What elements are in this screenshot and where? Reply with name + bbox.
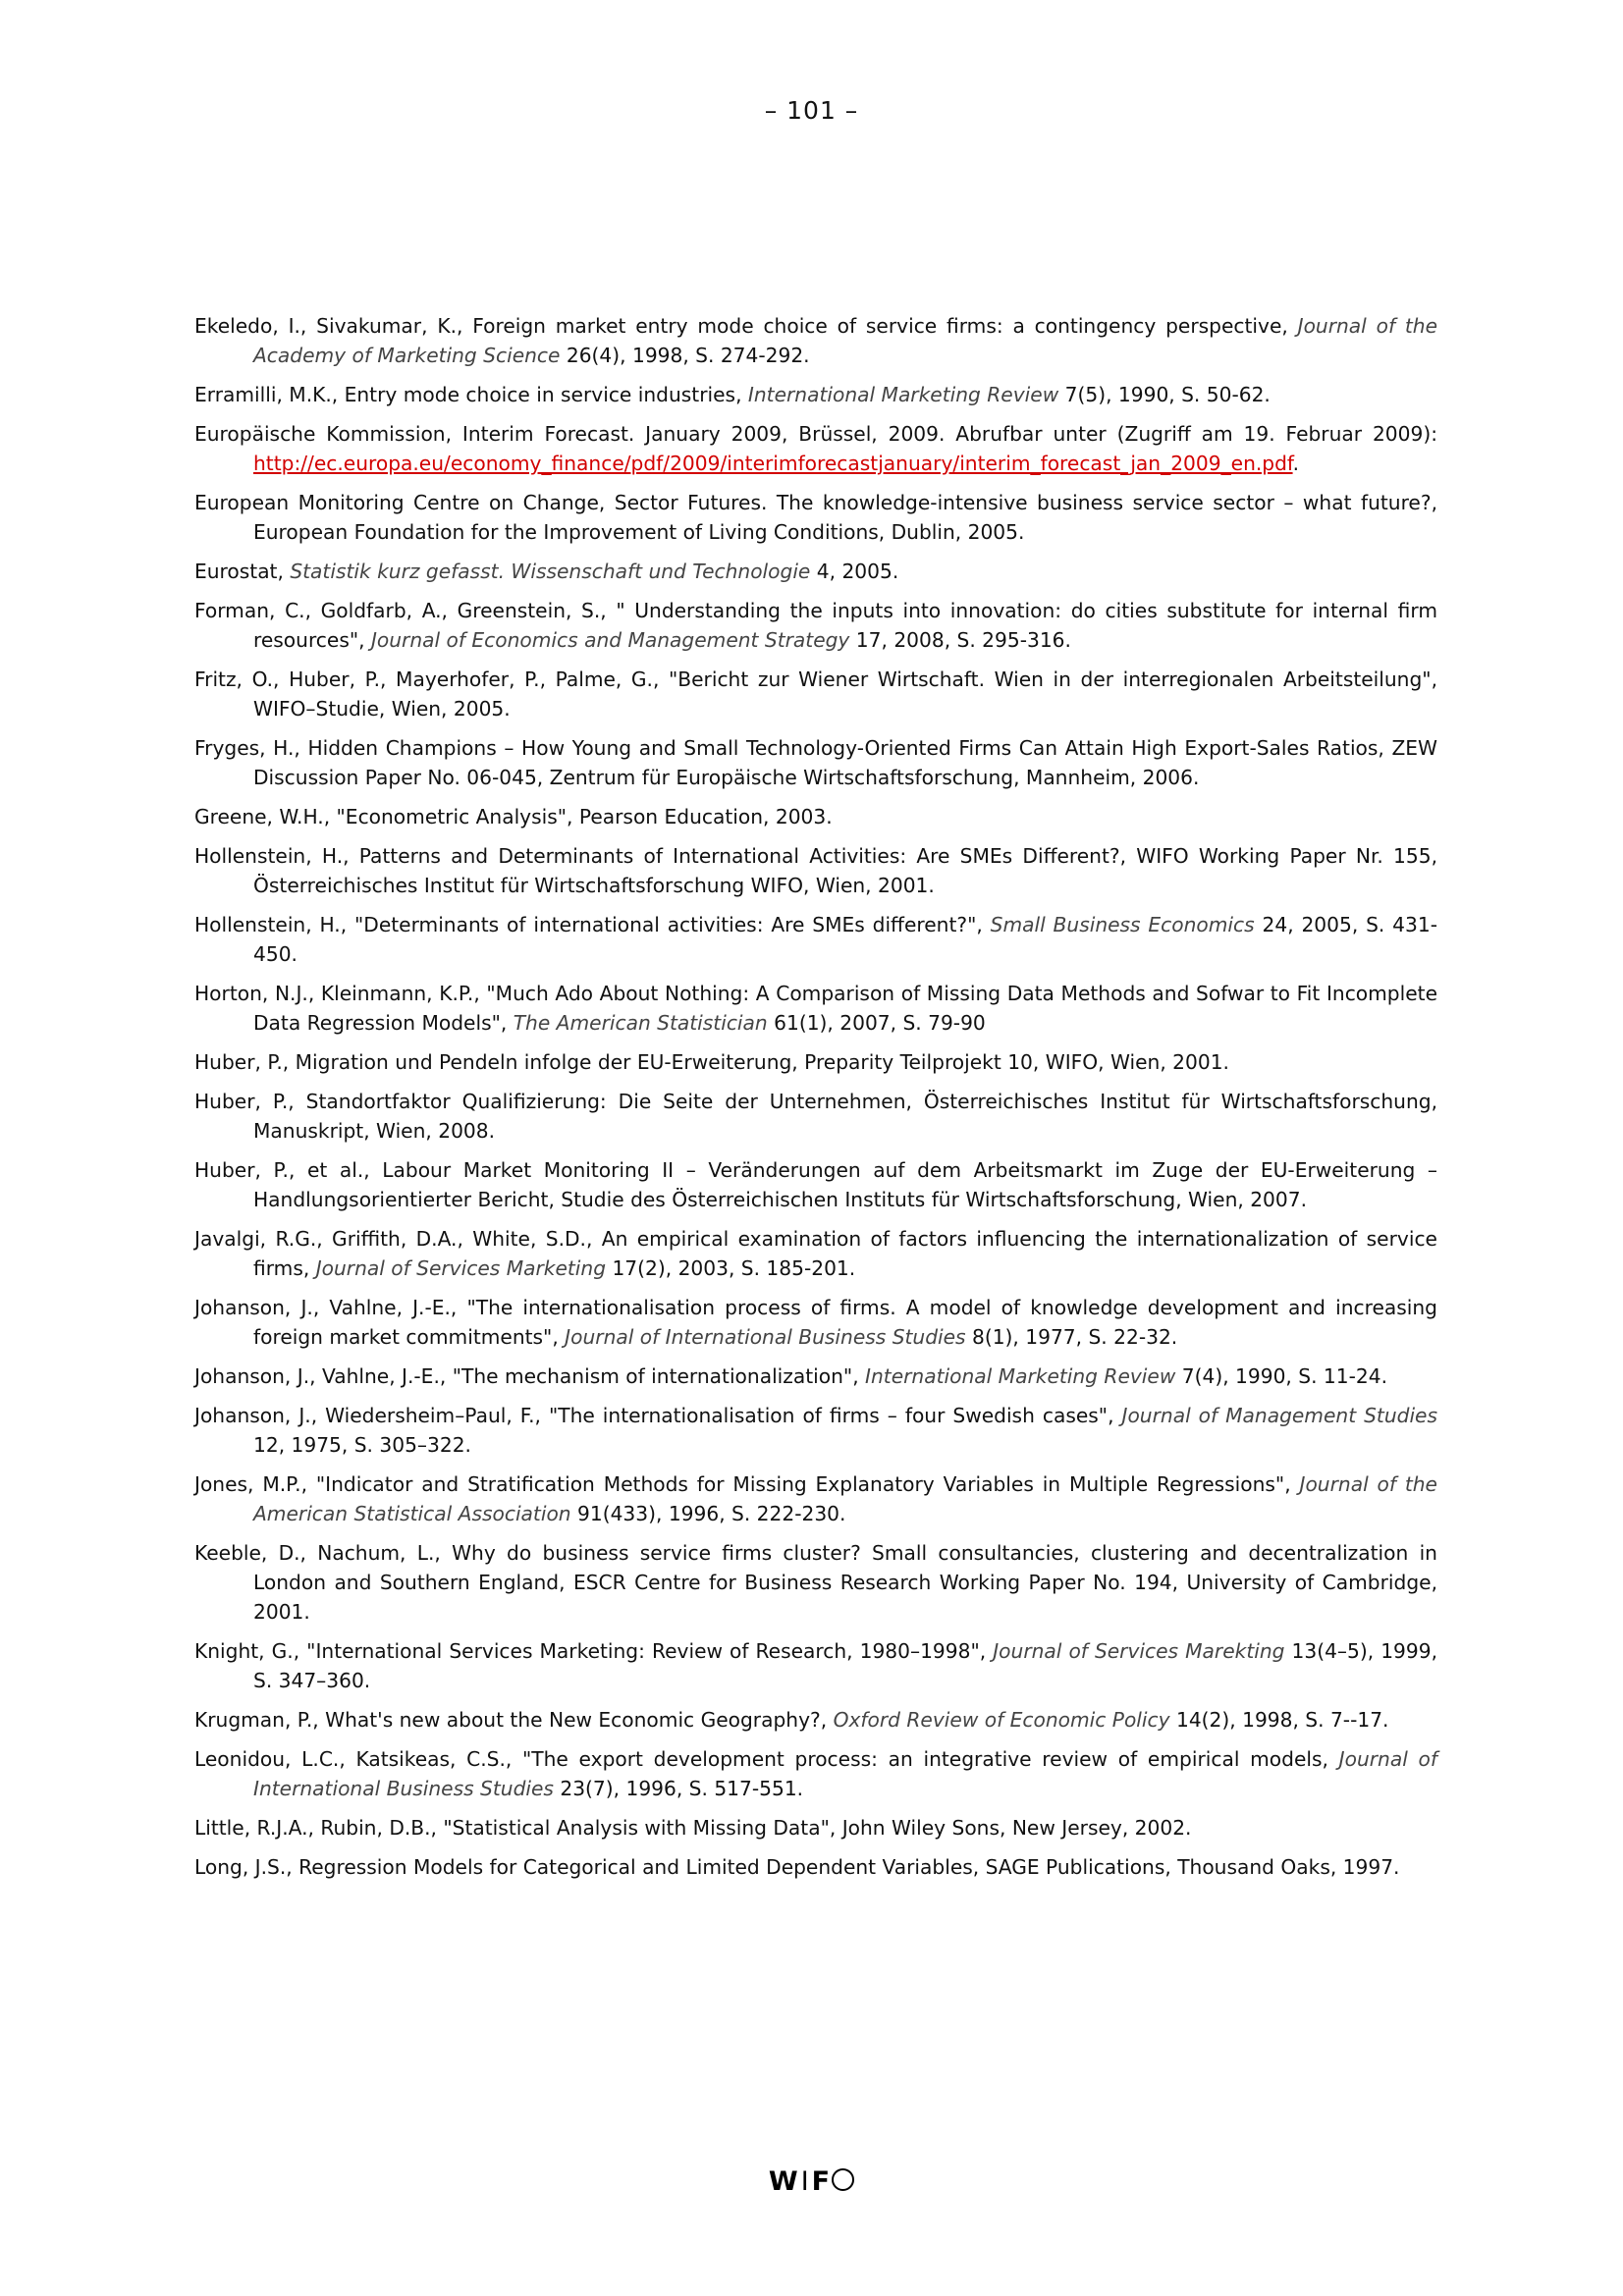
reference-entry (194, 311, 1437, 370)
reference-entry (194, 802, 1437, 831)
reference-entry (194, 1293, 1437, 1352)
reference-entry (194, 1362, 1437, 1391)
reference-author: Forman, C., Goldfarb, A., Greenstein, S., (194, 599, 607, 622)
reference-details: 26(4), 1998, S. 274-292. (560, 344, 810, 367)
reference-details: 24, 2005, S. 431-450. (253, 913, 1437, 966)
reference-text: Standortfaktor Qualifizierung: Die Seite der Unternehmen, Österreichisches Institut für Wirtschaftsforschung, Manuskript, Wien, 2008. (253, 1090, 1437, 1143)
reference-entry (194, 380, 1437, 409)
reference-author: Jones, M.P., (194, 1472, 308, 1496)
reference-author: Little, R.J.A., Rubin, D.B., (194, 1816, 437, 1840)
reference-entry (194, 1636, 1437, 1695)
reference-author: Long, J.S., (194, 1855, 293, 1879)
reference-text: "International Services Marketing: Review of Research, 1980–1998", (299, 1639, 994, 1663)
reference-author: Erramilli, M.K., (194, 383, 339, 406)
reference-author: Horton, N.J., Kleinmann, K.P., (194, 982, 480, 1005)
reference-author: Hollenstein, H., (194, 844, 350, 868)
reference-text: Hidden Champions – How Young and Small Technology-Oriented Firms Can Attain High Export-Sales Ratios, ZEW Discussion Paper No. 06-045, Zentrum für Europäische Wirtschaftsforschung, Mannheim, 2006. (253, 736, 1437, 789)
reference-entry (194, 1813, 1437, 1842)
reference-entry (194, 1087, 1437, 1146)
reference-author: European Monitoring Centre on Change, (194, 491, 606, 514)
reference-text: "The mechanism of internationalization", (446, 1364, 866, 1388)
reference-journal: International Marketing Review (865, 1364, 1176, 1388)
reference-details: 7(5), 1990, S. 50-62. (1058, 383, 1271, 406)
reference-journal: Journal of Management Studies (1121, 1404, 1437, 1427)
reference-journal: Journal of Services Marekting (993, 1639, 1285, 1663)
reference-text: Sector Futures. The knowledge-intensive business service sector – what future?, European Foundation for the Improvement of Living Conditions, Dublin, 2005. (253, 491, 1437, 544)
reference-author: Fritz, O., Huber, P., Mayerhofer, P., Palme, G., (194, 667, 660, 691)
reference-entry (194, 841, 1437, 900)
reference-details: 17(2), 2003, S. 185-201. (606, 1256, 856, 1280)
reference-text: An empirical examination of factors influencing the internationalization of service firms, (253, 1227, 1437, 1280)
reference-entry (194, 1224, 1437, 1283)
reference-text: "The export development process: an integrative review of empirical models, (512, 1747, 1339, 1771)
reference-entry (194, 557, 1437, 586)
reference-entry (194, 1705, 1437, 1735)
reference-details: 13(4–5), 1999, S. 347–360. (253, 1639, 1437, 1692)
wifo-logo: WIF (0, 2166, 1623, 2197)
reference-entry (194, 596, 1437, 655)
reference-author: Huber, P., (194, 1090, 295, 1113)
reference-entry (194, 1852, 1437, 1882)
reference-author: Ekeledo, I., Sivakumar, K., (194, 314, 463, 338)
reference-entry (194, 419, 1437, 478)
reference-details: 7(4), 1990, S. 11-24. (1175, 1364, 1387, 1388)
reference-details: 17, 2008, S. 295-316. (849, 628, 1071, 652)
reference-journal: Small Business Economics (990, 913, 1255, 936)
reference-entry (194, 979, 1437, 1038)
reference-author: Krugman, P., (194, 1708, 319, 1732)
reference-author: Javalgi, R.G., Griffith, D.A., White, S.D., (194, 1227, 593, 1251)
reference-author: Greene, W.H., (194, 805, 331, 828)
reference-author: Huber, P., et al., (194, 1158, 370, 1182)
reference-author: Europäische Kommission, (194, 422, 453, 446)
reference-details: . (1292, 452, 1299, 475)
reference-text: Entry mode choice in service industries, (338, 383, 748, 406)
reference-author: Eurostat, (194, 560, 284, 583)
reference-text: "The internationalisation of firms – four Swedish cases", (540, 1404, 1122, 1427)
reference-text: "Statistical Analysis with Missing Data", John Wiley Sons, New Jersey, 2002. (436, 1816, 1192, 1840)
reference-journal: Statistik kurz gefasst. Wissenschaft und Technologie (290, 560, 811, 583)
reference-text: Migration und Pendeln infolge der EU-Erweiterung, Preparity Teilprojekt 10, WIFO, Wien, 2001. (289, 1050, 1229, 1074)
reference-journal: Journal of International Business Studies (565, 1325, 966, 1349)
reference-journal: Journal of Economics and Management Strategy (370, 628, 850, 652)
reference-text: "Indicator and Stratification Methods for Missing Explanatory Variables in Multiple Regressions", (307, 1472, 1300, 1496)
reference-details: 61(1), 2007, S. 79-90 (767, 1011, 986, 1035)
reference-text: Why do business service firms cluster? Small consultancies, clustering and decentralization in London and Southern England, ESCR Centre for Business Research Working Paper No. 194, University of Cambridge, 2001. (253, 1541, 1437, 1624)
reference-author: Fryges, H., (194, 736, 300, 760)
reference-author: Hollenstein, H., (194, 913, 348, 936)
reference-entry (194, 1047, 1437, 1077)
reference-text: "Bericht zur Wiener Wirtschaft. Wien in der interregionalen Arbeitsteilung", WIFO–Studie, Wien, 2005. (253, 667, 1437, 721)
reference-author: Leonidou, L.C., Katsikeas, C.S., (194, 1747, 513, 1771)
reference-journal: Journal of the Academy of Marketing Science (253, 314, 1437, 367)
reference-details: 14(2), 1998, S. 7--17. (1169, 1708, 1389, 1732)
reference-text: Labour Market Monitoring II – Veränderungen auf dem Arbeitsmarkt im Zuge der EU-Erweiterung – Handlungsorientierter Bericht, Studie des Österreichischen Instituts für Wirtschaftsforschung, Wien, 2007. (253, 1158, 1438, 1211)
reference-author: Keeble, D., Nachum, L., (194, 1541, 441, 1565)
reference-journal: The American Statistician (513, 1011, 768, 1035)
reference-journal: Journal of Services Marketing (315, 1256, 607, 1280)
reference-details: 91(433), 1996, S. 222-230. (570, 1502, 846, 1525)
reference-author: Johanson, J., Vahlne, J.-E., (194, 1296, 458, 1319)
reference-list (194, 311, 1437, 1892)
reference-journal: Oxford Review of Economic Policy (833, 1708, 1170, 1732)
reference-details: 23(7), 1996, S. 517-551. (553, 1777, 804, 1800)
reference-entry (194, 1538, 1437, 1627)
reference-link[interactable]: http://ec.europa.eu/economy_finance/pdf/2009/interimforecastjanuary/interim_forecast_jan_2009_en.pdf (253, 452, 1293, 475)
reference-author: Huber, P., (194, 1050, 290, 1074)
reference-text: "The internationalisation process of firms. A model of knowledge development and increasing foreign market commitments", (253, 1296, 1437, 1349)
reference-entry (194, 1401, 1437, 1460)
reference-entry (194, 1469, 1437, 1528)
reference-details: 8(1), 1977, S. 22-32. (965, 1325, 1178, 1349)
reference-entry (194, 910, 1437, 969)
reference-entry (194, 1744, 1437, 1803)
reference-text: Foreign market entry mode choice of service firms: a contingency perspective, (462, 314, 1298, 338)
reference-details: 4, 2005. (810, 560, 899, 583)
reference-entry (194, 488, 1437, 547)
reference-journal: Journal of International Business Studies (253, 1747, 1437, 1800)
reference-text: What's new about the New Economic Geography?, (318, 1708, 834, 1732)
page-number: – 101 – (764, 96, 859, 125)
reference-text: " Understanding the inputs into innovation: do cities substitute for internal firm resources", (253, 599, 1437, 652)
reference-details: 12, 1975, S. 305–322. (253, 1433, 471, 1457)
reference-journal: Journal of the American Statistical Association (253, 1472, 1437, 1525)
reference-author: Johanson, J., Wiedersheim–Paul, F., (194, 1404, 541, 1427)
reference-text: "Much Ado About Nothing: A Comparison of Missing Data Methods and Sofwar to Fit Incomplete Data Regression Models", (253, 982, 1437, 1035)
reference-text: Regression Models for Categorical and Limited Dependent Variables, SAGE Publications, Thousand Oaks, 1997. (292, 1855, 1400, 1879)
reference-text: Patterns and Determinants of International Activities: Are SMEs Different?, WIFO Working Paper Nr. 155, Österreichisches Institut für Wirtschaftsforschung WIFO, Wien, 2001. (253, 844, 1437, 897)
reference-author: Knight, G., (194, 1639, 300, 1663)
reference-journal: International Marketing Review (747, 383, 1059, 406)
reference-author: Johanson, J., Vahlne, J.-E., (194, 1364, 447, 1388)
reference-entry (194, 665, 1437, 723)
reference-text: "Econometric Analysis", Pearson Education, 2003. (330, 805, 833, 828)
reference-entry (194, 733, 1437, 792)
reference-entry (194, 1155, 1437, 1214)
reference-text: Interim Forecast. January 2009, Brüssel, 2009. Abrufbar unter (Zugriff am 19. Februar 2009): (452, 422, 1438, 446)
reference-text: "Determinants of international activities: Are SMEs different?", (347, 913, 991, 936)
